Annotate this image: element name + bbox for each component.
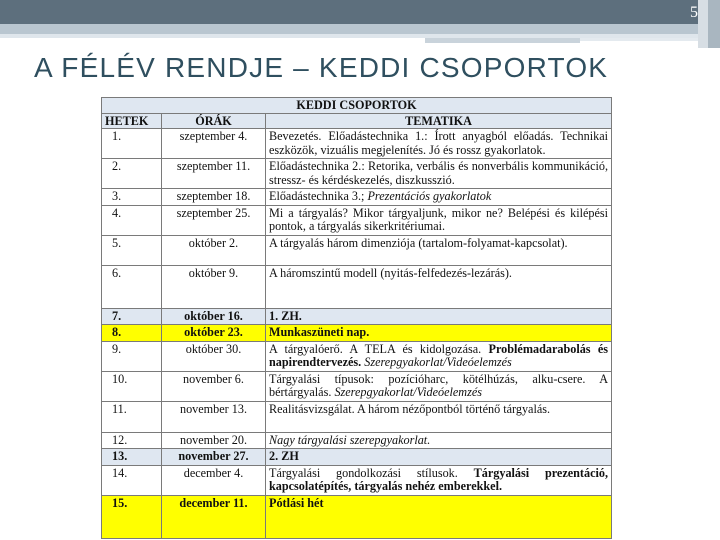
date-cell: szeptember 11. [162, 159, 266, 189]
header-hours: ÓRÁK [162, 114, 266, 129]
date-cell: október 16. [162, 308, 266, 325]
topic-cell: Mi a tárgyalás? Mikor tárgyaljunk, mikor ne? Belépési és kilépési pontok, a tárgyalás sikerkritériumai. [266, 205, 612, 235]
topic-cell: Nagy tárgyalási szerepgyakorlat. [266, 432, 612, 449]
topic-cell: A tárgyalás három dimenziója (tartalom-folyamat-kapcsolat). [266, 235, 612, 265]
date-cell: október 9. [162, 265, 266, 308]
topic-bold: Problémadarabolás és napirendtervezés. [269, 341, 609, 369]
table-row-holiday [102, 325, 612, 342]
date-cell: november 13. [162, 401, 266, 432]
table-row [102, 341, 612, 371]
topic-italic: Szerepgyakorlat/Videóelemzés [334, 385, 482, 399]
table-row [102, 465, 612, 495]
topic-cell: 1. ZH. [266, 308, 612, 325]
table-row-exam [102, 308, 612, 325]
topic-cell: 2. ZH [266, 449, 612, 466]
week-cell: 3. [102, 189, 162, 206]
topic-cell: A háromszintű modell (nyitás-felfedezés-lezárás). [266, 265, 612, 308]
header-topics: TEMATIKA [266, 114, 612, 129]
week-cell: 2. [102, 159, 162, 189]
week-cell: 12. [102, 432, 162, 449]
table-row [102, 205, 612, 235]
table-row [102, 159, 612, 189]
date-cell: november 6. [162, 371, 266, 401]
schedule-table [101, 97, 612, 539]
table-caption-row [102, 98, 612, 114]
date-cell: október 23. [162, 325, 266, 342]
week-cell: 15. [102, 495, 162, 538]
table-row [102, 235, 612, 265]
week-cell: 11. [102, 401, 162, 432]
topic-text: Tárgyalási típusok: pozícióharc, kötélhúzás, alku-csere. A bértárgyalás. [269, 371, 609, 399]
week-cell: 10. [102, 371, 162, 401]
topic-italic: Prezentációs gyakorlatok [367, 189, 492, 203]
week-cell: 1. [102, 129, 162, 159]
table-row [102, 129, 612, 159]
week-cell: 4. [102, 205, 162, 235]
date-cell: november 27. [162, 449, 266, 466]
topic-cell [266, 371, 612, 401]
page-number: 5 [690, 4, 698, 21]
topic-bold: Tárgyalási prezentáció, kapcsolatépítés, tárgyalás nehéz emberekkel. [269, 465, 609, 493]
topic-cell: Munkaszüneti nap. [266, 325, 612, 342]
date-cell: október 2. [162, 235, 266, 265]
date-cell: november 20. [162, 432, 266, 449]
topic-cell [266, 465, 612, 495]
table-row [102, 401, 612, 432]
week-cell: 9. [102, 341, 162, 371]
date-cell: szeptember 4. [162, 129, 266, 159]
topic-cell: Előadástechnika 2.: Retorika, verbális és nonverbális kommunikáció, stressz- és kérdéskezelés, diszkusszió. [266, 159, 612, 189]
top-decor-band [0, 24, 720, 34]
week-cell: 5. [102, 235, 162, 265]
slide-title: A FÉLÉV RENDJE – KEDDI CSOPORTOK [34, 52, 609, 83]
table-row [102, 371, 612, 401]
topic-text: A tárgyalóerő. A TELA és kidolgozása. [269, 341, 482, 356]
week-cell: 8. [102, 325, 162, 342]
header-weeks: HETEK [102, 114, 162, 129]
topic-cell: Pótlási hét [266, 495, 612, 538]
table-caption: KEDDI CSOPORTOK [102, 98, 612, 114]
date-cell: december 11. [162, 495, 266, 538]
table-row [102, 189, 612, 206]
table-row [102, 265, 612, 308]
table-row-exam [102, 449, 612, 466]
topic-cell [266, 189, 612, 206]
topic-text: Előadástechnika 3.; [269, 189, 365, 203]
top-decor-bar [0, 0, 720, 24]
corner-decor [708, 0, 720, 48]
week-cell: 13. [102, 449, 162, 466]
topic-cell: Realitásvizsgálat. A három nézőpontból történő tárgyalás. [266, 401, 612, 432]
week-cell: 6. [102, 265, 162, 308]
date-cell: szeptember 25. [162, 205, 266, 235]
date-cell: október 30. [162, 341, 266, 371]
top-decor-segment [580, 38, 700, 41]
week-cell: 7. [102, 308, 162, 325]
table-row-makeup [102, 495, 612, 538]
topic-cell [266, 341, 612, 371]
table-row [102, 432, 612, 449]
table-header-row [102, 114, 612, 129]
top-decor-segment [425, 38, 580, 43]
week-cell: 14. [102, 465, 162, 495]
date-cell: szeptember 18. [162, 189, 266, 206]
topic-italic: Szerepgyakorlat/Videóelemzés [364, 355, 512, 369]
topic-cell: Bevezetés. Előadástechnika 1.: Írott anyagból előadás. Technikai eszközök, vizuális megjelenítés. Jó és rossz gyakorlatok. [266, 129, 612, 159]
topic-text: Tárgyalási gondolkozási stílusok. [269, 465, 458, 480]
date-cell: december 4. [162, 465, 266, 495]
